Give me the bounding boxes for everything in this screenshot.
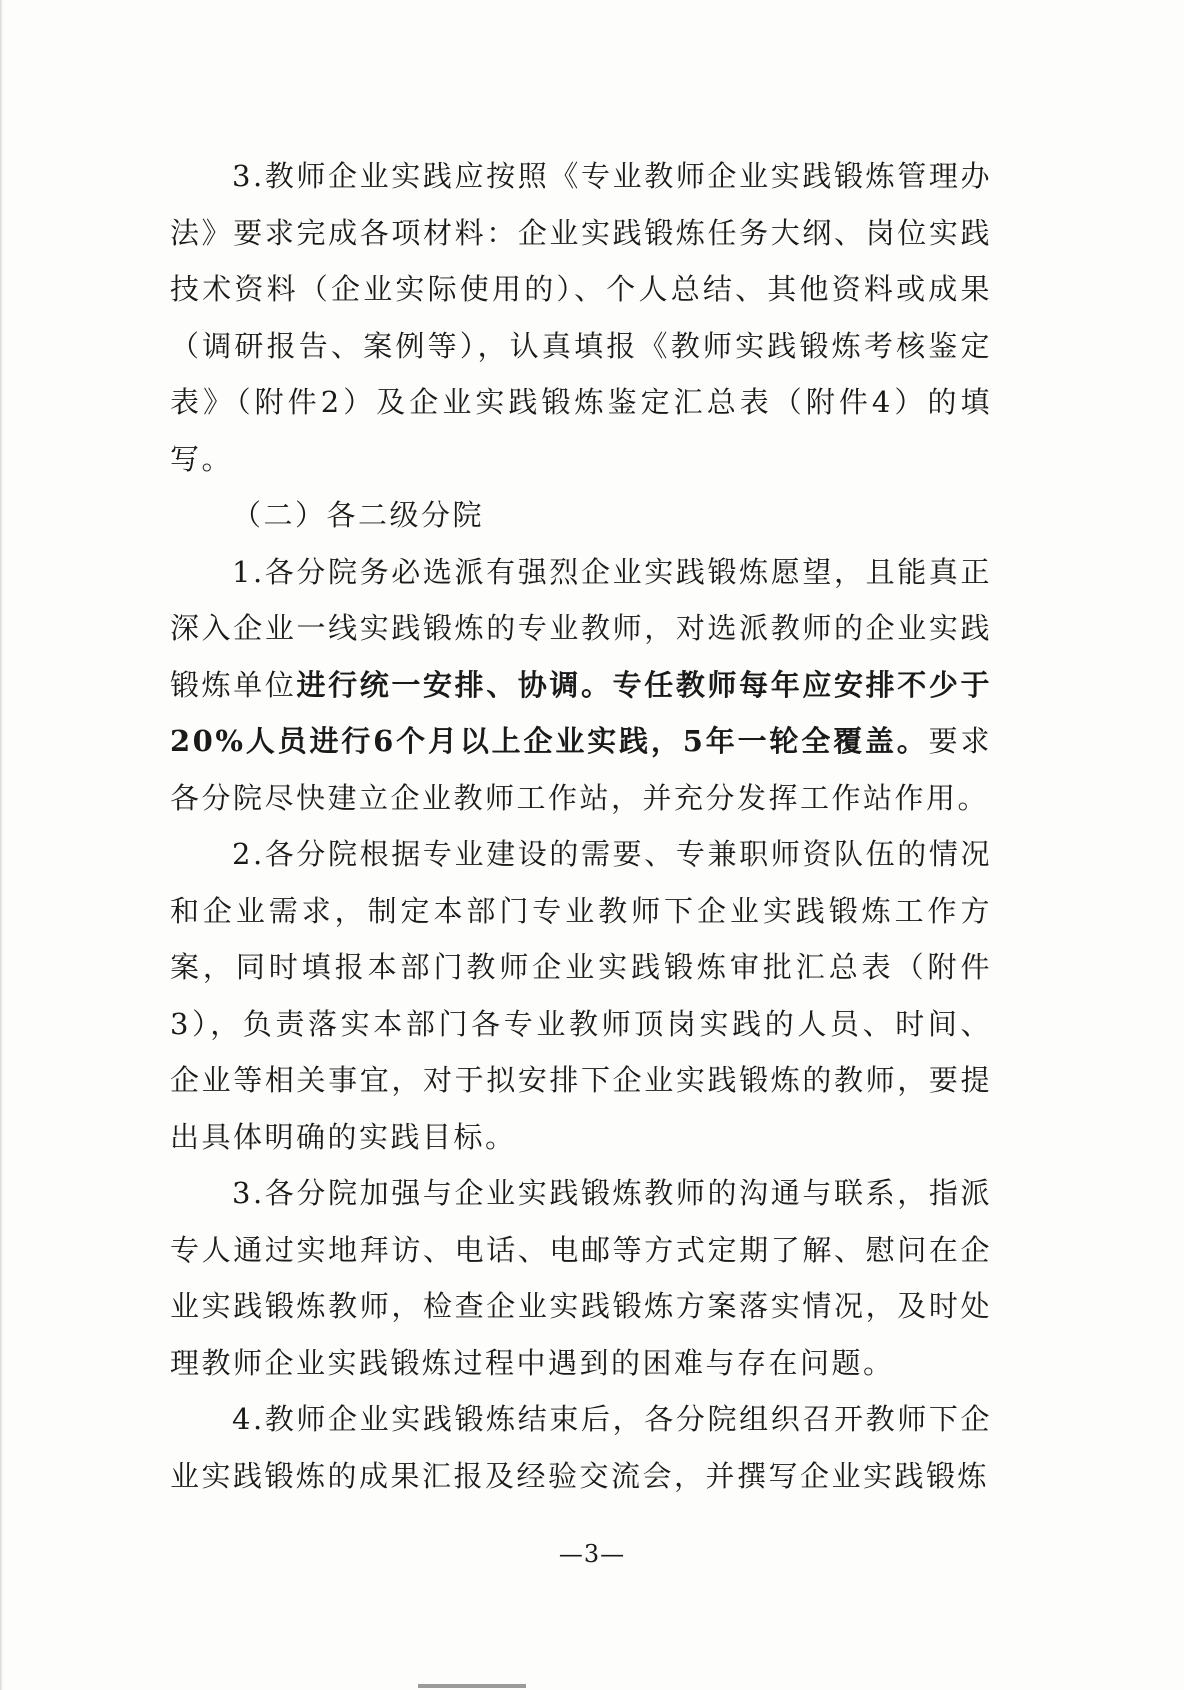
page-number: —3— bbox=[558, 1540, 626, 1568]
paragraph-work-plan: 2.各分院根据专业建设的需要、专兼职师资队伍的情况和企业需求，制定本部门专业教师下企业实践锻炼工作方案，同时填报本部门教师企业实践锻炼审批汇总表（附件3），负责落实本部门各专业教师顶岗实践的人员、时间、企业等相关事宜，对于拟安排下企业实践锻炼的教师，要提出具体明确的实践目标。 bbox=[170, 837, 992, 1154]
paragraph-teacher-selection bbox=[170, 544, 992, 827]
paragraph-communication: 3.各分院加强与企业实践锻炼教师的沟通与联系，指派专人通过实地拜访、电话、电邮等方式定期了解、慰问在企业实践锻炼教师，检查企业实践锻炼方案落实情况，及时处理教师企业实践锻炼过程中遇到的困难与存在问题。 bbox=[170, 1176, 992, 1380]
section-heading-secondary-colleges: （二）各二级分院 bbox=[232, 498, 485, 532]
paragraph-materials-requirement: 3.教师企业实践应按照《专业教师企业实践锻炼管理办法》要求完成各项材料：企业实践锻炼任务大纲、岗位实践技术资料（企业实际使用的）、个人总结、其他资料或成果（调研报告、案例等），认真填报《教师实践锻炼考核鉴定表》（附件2）及企业实践锻炼鉴定汇总表（附件4）的填写。 bbox=[170, 159, 992, 476]
paragraph-teacher-selection-emphasis: 进行统一安排、协调。专任教师每年应安排不少于20%人员进行6个月以上企业实践，5年一轮全覆盖。 bbox=[170, 667, 992, 758]
paragraph-teacher-selection-text: 1.各分院务必选派有强烈企业实践锻炼愿望，且能真正深入企业一线实践锻炼的专业教师，对选派教师的企业实践锻炼单位 bbox=[170, 554, 992, 702]
paragraph-teacher-selection-text-end: 要求各分院尽快建立企业教师工作站，并充分发挥工作站作用。 bbox=[170, 724, 992, 815]
scan-footer-mark bbox=[418, 1684, 526, 1688]
paragraph-summary-meeting: 4.教师企业实践锻炼结束后，各分院组织召开教师下企业实践锻炼的成果汇报及经验交流会，并撰写企业实践锻炼 bbox=[170, 1402, 992, 1493]
scan-edge bbox=[0, 0, 3, 1690]
document-body bbox=[170, 148, 992, 1504]
